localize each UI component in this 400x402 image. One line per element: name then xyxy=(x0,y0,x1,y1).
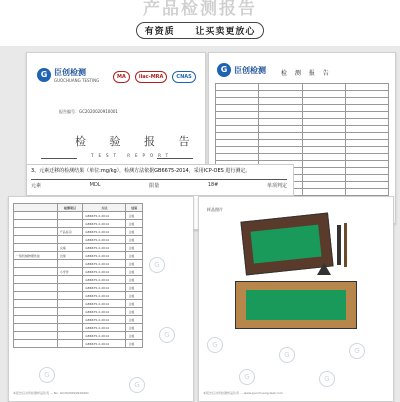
table-header-cell: 检测项目 xyxy=(57,204,83,212)
ilac-badge-icon: ilac-MRA xyxy=(135,71,168,83)
table-cell: 合格 xyxy=(126,244,143,252)
table-header-cell xyxy=(14,204,58,212)
divider xyxy=(41,158,77,159)
table-row xyxy=(14,332,143,340)
logo xyxy=(217,63,266,77)
watermark-icon: G xyxy=(349,343,365,359)
cert-badges xyxy=(113,71,196,83)
table-cell xyxy=(57,292,83,300)
table-cell xyxy=(14,228,58,236)
table-cell: 合格 xyxy=(126,316,143,324)
banner-title: 产品检测报告 xyxy=(143,0,257,19)
banner-subtitle xyxy=(0,22,400,39)
table-cell xyxy=(57,308,83,316)
column-header: MDL xyxy=(89,182,101,188)
report-page-4 xyxy=(198,196,394,402)
table-row xyxy=(14,244,143,252)
table-cell: 合格 xyxy=(126,284,143,292)
photo-label: 样品照片 xyxy=(207,207,223,212)
results-note-strip xyxy=(26,164,294,196)
report-page-3 xyxy=(8,196,194,402)
table-cell: 尖端 xyxy=(57,244,83,252)
table-cell xyxy=(57,300,83,308)
watermark-icon: G xyxy=(159,327,175,343)
banner-pill xyxy=(136,22,265,39)
table-cell xyxy=(57,284,83,292)
subtitle-right: 让买卖更放心 xyxy=(195,27,256,37)
table-cell: 合格 xyxy=(126,332,143,340)
logo-text: 臣创检测 xyxy=(54,68,86,77)
watermark-icon: G xyxy=(239,369,255,385)
table-cell: 合格 xyxy=(126,212,143,220)
table-cell: 合格 xyxy=(126,236,143,244)
table-cell: GB6675.2-2014 xyxy=(83,212,126,220)
table-cell: GB6675.2-2014 xyxy=(83,268,126,276)
logo-text-en: GUOCHUANG TESTING xyxy=(54,78,100,83)
table-row xyxy=(14,316,143,324)
table-cell xyxy=(14,316,58,324)
table-row xyxy=(14,220,143,228)
logo-mark-icon: G xyxy=(37,68,51,82)
table-cell: GB6675.2-2014 xyxy=(83,324,126,332)
table-cell: 合格 xyxy=(126,292,143,300)
table-cell: GB6675.2-2014 xyxy=(83,340,126,348)
table-cell: GB6675.2-2014 xyxy=(83,228,126,236)
table-cell: 合格 xyxy=(126,300,143,308)
table-cell xyxy=(57,260,83,268)
table-row xyxy=(14,228,143,236)
table-row xyxy=(14,340,143,348)
table-cell xyxy=(57,340,83,348)
table-row xyxy=(14,308,143,316)
rack-triangle-icon xyxy=(317,263,331,275)
table-cell xyxy=(14,276,58,284)
table-cell xyxy=(14,220,58,228)
table-cell: 产品标识 xyxy=(57,228,83,236)
table-cell xyxy=(14,236,58,244)
table-row xyxy=(14,260,143,268)
column-header: 元素 xyxy=(31,183,42,189)
subtitle-left: 有资质 xyxy=(144,27,175,37)
table-cell: GB6675.2-2014 xyxy=(83,308,126,316)
table-felt xyxy=(246,290,346,320)
test-results-table xyxy=(13,203,143,348)
table-cell xyxy=(14,260,58,268)
table-row xyxy=(14,276,143,284)
table-cell xyxy=(57,236,83,244)
table-cell: 边缘 xyxy=(57,252,83,260)
table-cell: 合格 xyxy=(126,340,143,348)
table-cell: GB6675.2-2014 xyxy=(83,220,126,228)
table-cell xyxy=(57,324,83,332)
column-header: 限量 xyxy=(149,183,160,189)
table-row xyxy=(14,236,143,244)
table-cell: 合格 xyxy=(126,268,143,276)
report-number: 报告编号：GC2020020910001 xyxy=(59,109,118,114)
table-cell xyxy=(14,268,58,276)
table-cell: GB6675.2-2014 xyxy=(83,260,126,268)
ma-badge-icon: MA xyxy=(113,71,130,83)
table-row xyxy=(14,252,143,260)
cue-stick-icon xyxy=(337,225,341,265)
table-cell: 合格 xyxy=(126,308,143,316)
column-header: 18# xyxy=(207,182,219,188)
table-cell: GB6675.2-2014 xyxy=(83,316,126,324)
banner xyxy=(0,0,400,46)
table-header-cell: 方法 xyxy=(83,204,126,212)
table-cell: 合格 xyxy=(126,324,143,332)
table-cell xyxy=(14,212,58,220)
table-cell: 合格 xyxy=(126,260,143,268)
table-cell xyxy=(14,284,58,292)
table-cell: GB6675.2-2014 xyxy=(83,252,126,260)
table-cell xyxy=(14,340,58,348)
table-cell xyxy=(14,332,58,340)
watermark-icon: G xyxy=(207,337,223,353)
table-header-cell: 结果 xyxy=(126,204,143,212)
page-footer: 本报告仅对所检测样品负责 ... No. GC2020020910001 xyxy=(13,391,89,395)
table-cell: 合格 xyxy=(126,228,143,236)
table-row xyxy=(14,268,143,276)
divider xyxy=(157,158,193,159)
table-cell xyxy=(14,308,58,316)
table-cell: 合格 xyxy=(126,252,143,260)
table-cell xyxy=(57,332,83,340)
page-footer: 本报告仅对所检测样品负责 ... www.guochuang-test.com xyxy=(203,391,283,395)
watermark-icon: G xyxy=(319,371,335,387)
table-row xyxy=(14,212,143,220)
report-title: 检 验 报 告 xyxy=(75,135,200,148)
logo-text: 臣创检测 xyxy=(234,65,266,75)
table-cell xyxy=(14,300,58,308)
table-cell: 合格 xyxy=(126,220,143,228)
logo xyxy=(37,67,99,83)
table-cell xyxy=(57,212,83,220)
table-felt xyxy=(251,225,322,264)
results-note: 3、元素迁移的检测结果（单位:mg/kg），检测方法依据GB6675-2014，采用ICP-OES 进行测定。 xyxy=(31,168,251,174)
table-cell xyxy=(14,292,58,300)
table-cell: GB6675.2-2014 xyxy=(83,236,126,244)
cue-stick-icon xyxy=(344,223,347,267)
table-cell xyxy=(57,220,83,228)
watermark-icon: G xyxy=(39,367,55,383)
table-cell xyxy=(57,276,83,284)
table-row xyxy=(14,284,143,292)
report-title: 检 测 报 告 xyxy=(281,70,332,77)
table-cell: GB6675.2-2014 xyxy=(83,332,126,340)
column-header: 单项判定 xyxy=(266,183,287,189)
results-columns xyxy=(31,179,287,189)
logo-mark-icon: G xyxy=(217,63,231,77)
watermark-icon: G xyxy=(279,347,295,363)
table-row xyxy=(14,324,143,332)
table-cell: GB6675.2-2014 xyxy=(83,300,126,308)
report-title-en: TEST REPORT xyxy=(91,153,174,158)
table-cell: GB6675.2-2014 xyxy=(83,276,126,284)
table-cell: GB6675.2-2014 xyxy=(83,244,126,252)
product-photo-2 xyxy=(235,281,357,329)
table-row xyxy=(14,300,143,308)
table-cell: GB6675.2-2014 xyxy=(83,284,126,292)
table-cell xyxy=(57,316,83,324)
table-row xyxy=(14,292,143,300)
table-cell xyxy=(14,324,58,332)
cnas-badge-icon: CNAS xyxy=(172,71,195,83)
watermark-icon: G xyxy=(149,257,165,273)
table-cell: 合格 xyxy=(126,276,143,284)
table-cell: 一般机械物理性能 xyxy=(14,252,58,260)
watermark-icon: G xyxy=(129,377,145,393)
table-header-row xyxy=(14,204,143,212)
table-cell xyxy=(14,244,58,252)
table-cell: GB6675.2-2014 xyxy=(83,292,126,300)
table-cell: 小零件 xyxy=(57,268,83,276)
